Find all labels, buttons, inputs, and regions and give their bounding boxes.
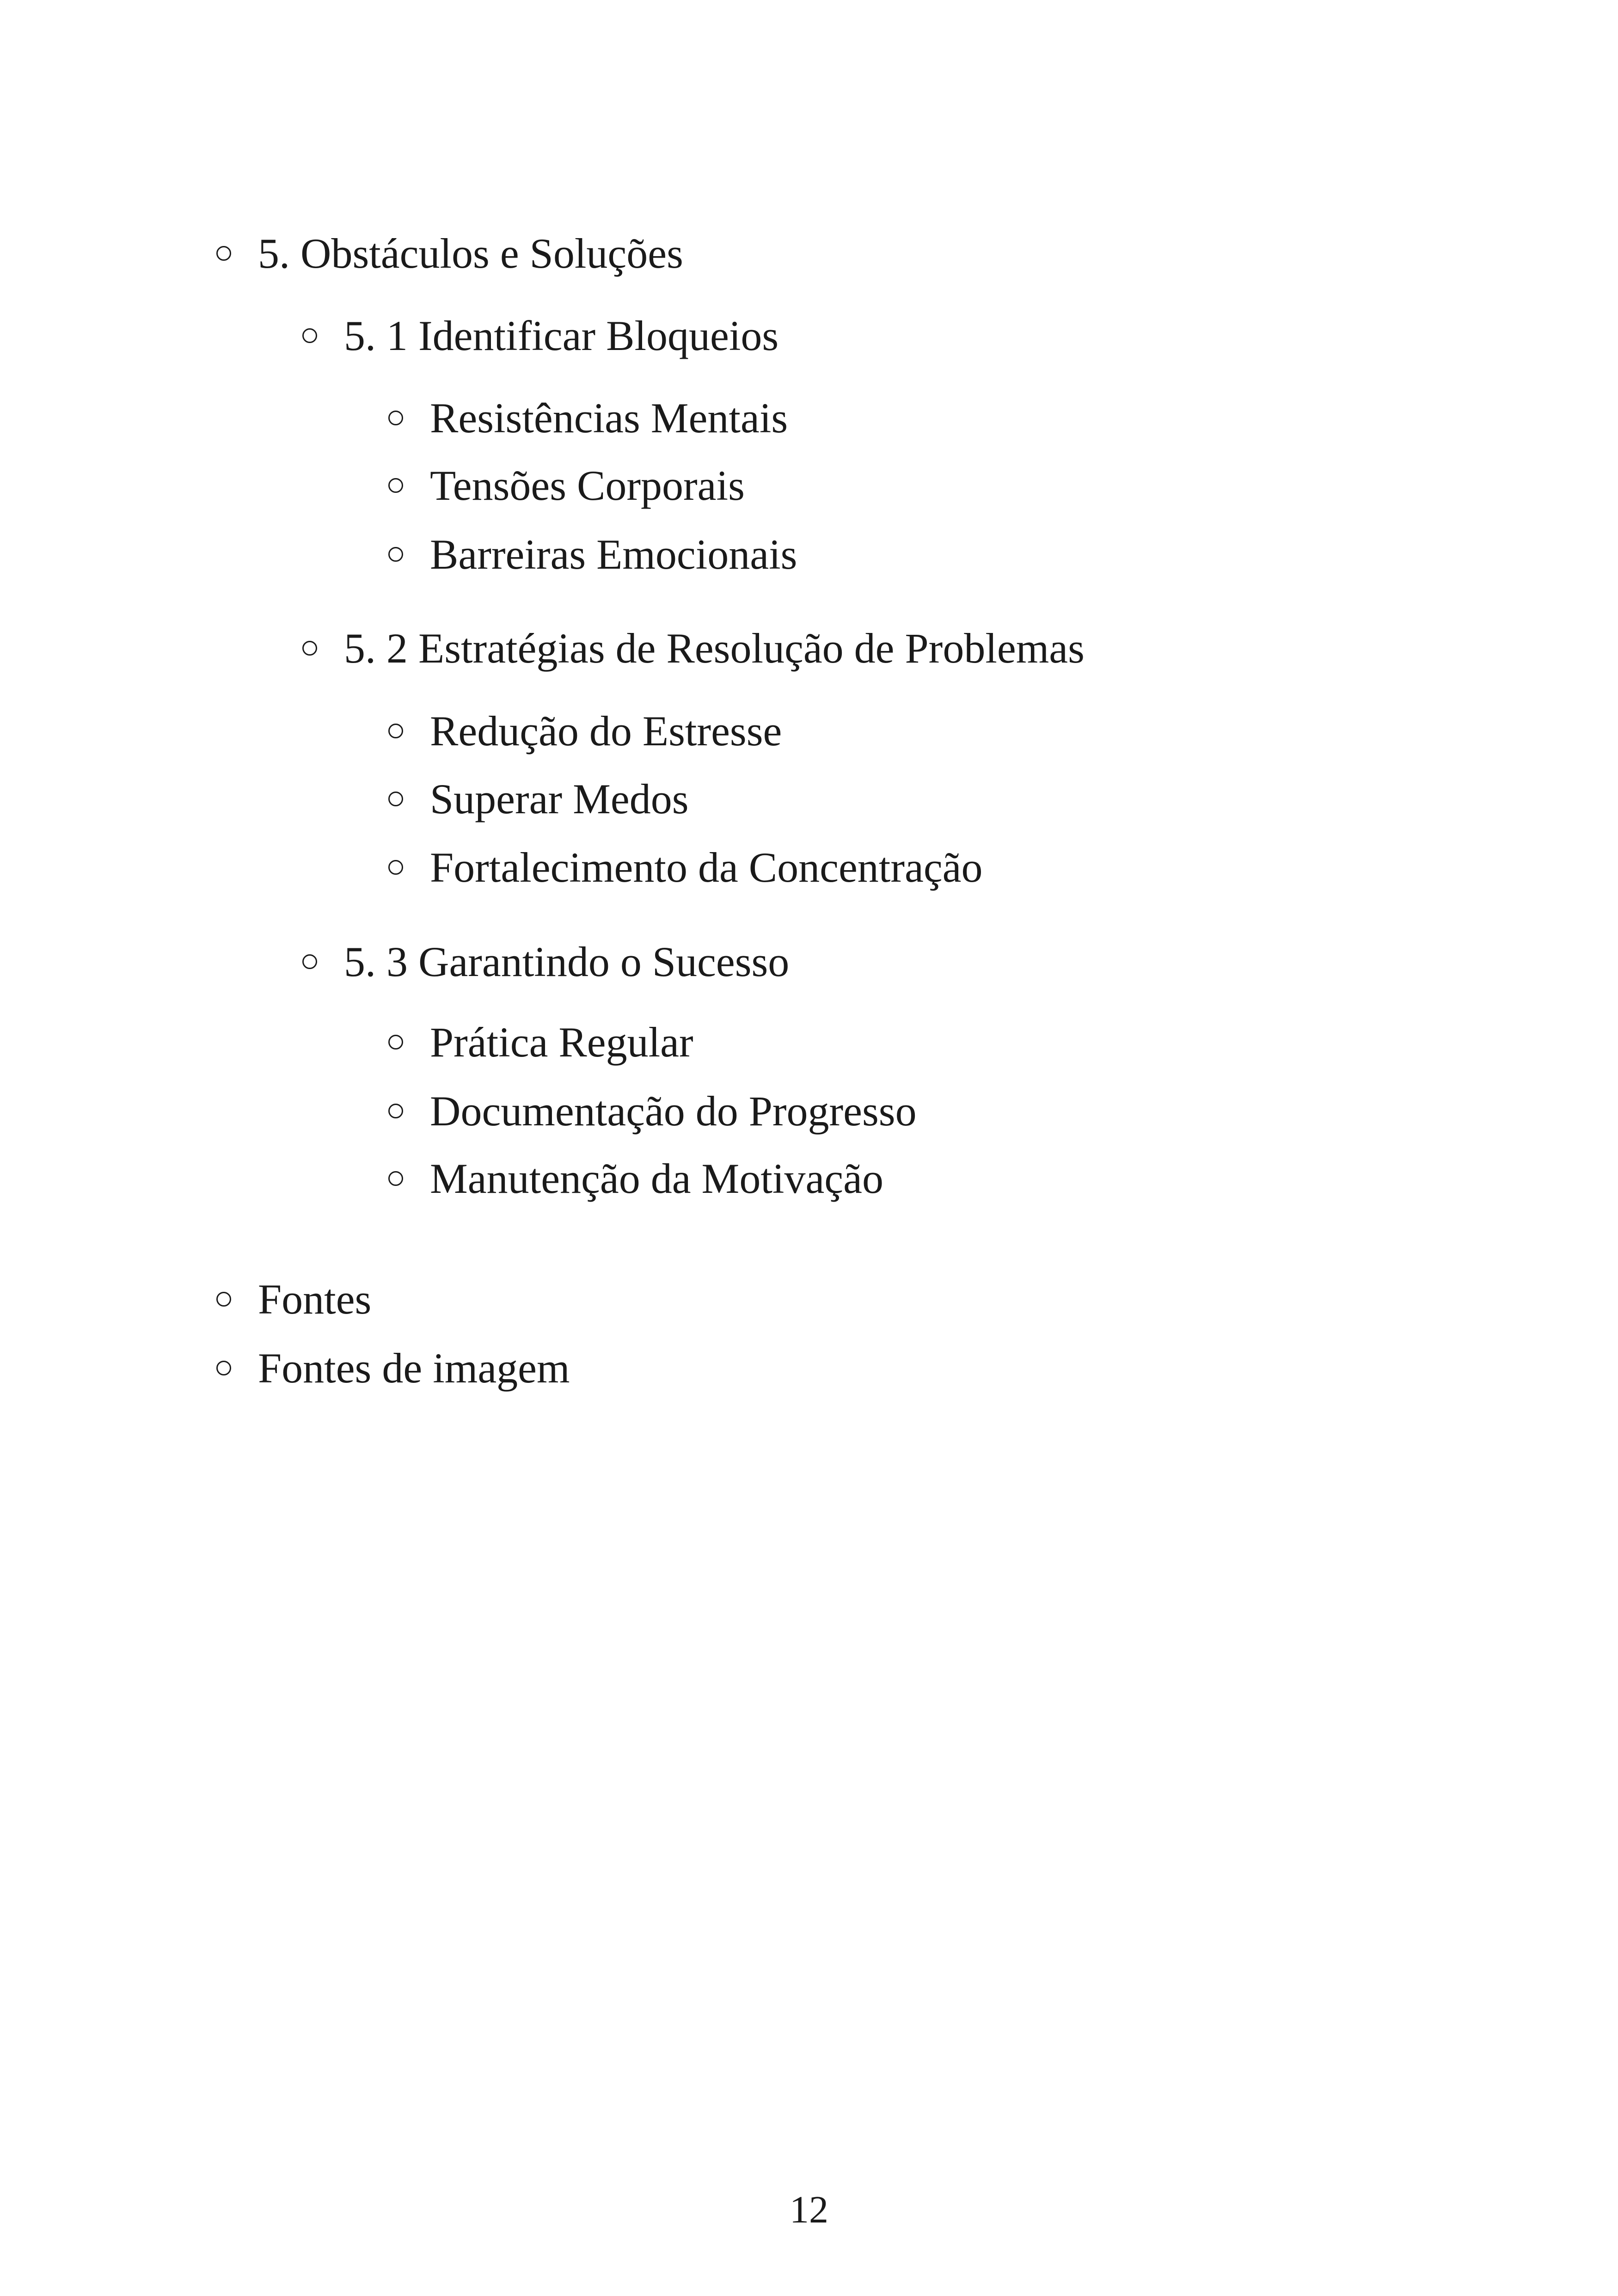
hollow-circle-bullet-icon — [388, 547, 403, 562]
outline-item-label: Fontes — [258, 1276, 372, 1323]
outline-item-label: Redução do Estresse — [430, 707, 782, 755]
hollow-circle-bullet-icon — [302, 954, 317, 969]
outline-item-section-5-2[interactable] — [302, 625, 1085, 672]
outline-item-label: Prática Regular — [430, 1019, 693, 1066]
hollow-circle-bullet-icon — [216, 1361, 231, 1375]
outline-item-resistencias-mentais[interactable] — [388, 394, 788, 442]
outline-item-label: 5. Obstáculos e Soluções — [258, 230, 683, 277]
outline-item-label: Fontes de imagem — [258, 1344, 570, 1392]
outline-item-label: Manutenção da Motivação — [430, 1155, 883, 1202]
outline-item-section-5-1[interactable] — [302, 314, 778, 357]
outline-item-label: Superar Medos — [430, 775, 689, 823]
hollow-circle-bullet-icon — [302, 328, 317, 343]
outline-item-documentacao-do-progresso[interactable] — [388, 1087, 917, 1135]
outline-item-label: 5. 2 Estratégias de Resolução de Problemas — [344, 625, 1085, 672]
page-number: 12 — [790, 2188, 828, 2231]
outline-item-label: 5. 1 Identificar Bloqueios — [344, 312, 779, 359]
hollow-circle-bullet-icon — [302, 641, 317, 656]
outline-item-fontes[interactable] — [216, 1276, 372, 1323]
hollow-circle-bullet-icon — [388, 1104, 403, 1118]
outline-item-pratica-regular[interactable] — [388, 1019, 693, 1066]
outline-item-fortalecimento-da-concentracao[interactable] — [388, 846, 983, 889]
hollow-circle-bullet-icon — [388, 860, 403, 875]
outline-item-label: Barreiras Emocionais — [430, 531, 797, 578]
outline-item-label: Fortalecimento da Concentração — [430, 844, 983, 891]
outline-item-label: Documentação do Progresso — [430, 1087, 917, 1135]
hollow-circle-bullet-icon — [216, 246, 231, 261]
hollow-circle-bullet-icon — [388, 478, 403, 493]
outline-item-section-5[interactable] — [216, 232, 683, 275]
outline-item-fontes-de-imagem[interactable] — [216, 1344, 570, 1392]
outline-item-barreiras-emocionais[interactable] — [388, 533, 797, 576]
hollow-circle-bullet-icon — [388, 1035, 403, 1050]
hollow-circle-bullet-icon — [388, 792, 403, 806]
hollow-circle-bullet-icon — [388, 724, 403, 738]
outline-item-reducao-do-estresse[interactable] — [388, 707, 782, 755]
outline-item-label: Resistências Mentais — [430, 394, 788, 442]
outline-item-tensoes-corporais[interactable] — [388, 464, 745, 507]
outline-item-label: Tensões Corporais — [430, 462, 745, 509]
outline-item-label: 5. 3 Garantindo o Sucesso — [344, 938, 790, 985]
outline-item-section-5-3[interactable] — [302, 940, 789, 983]
outline-item-superar-medos[interactable] — [388, 775, 689, 823]
hollow-circle-bullet-icon — [388, 411, 403, 425]
outline-item-manutencao-da-motivacao[interactable] — [388, 1157, 883, 1200]
hollow-circle-bullet-icon — [216, 1292, 231, 1307]
hollow-circle-bullet-icon — [388, 1171, 403, 1186]
